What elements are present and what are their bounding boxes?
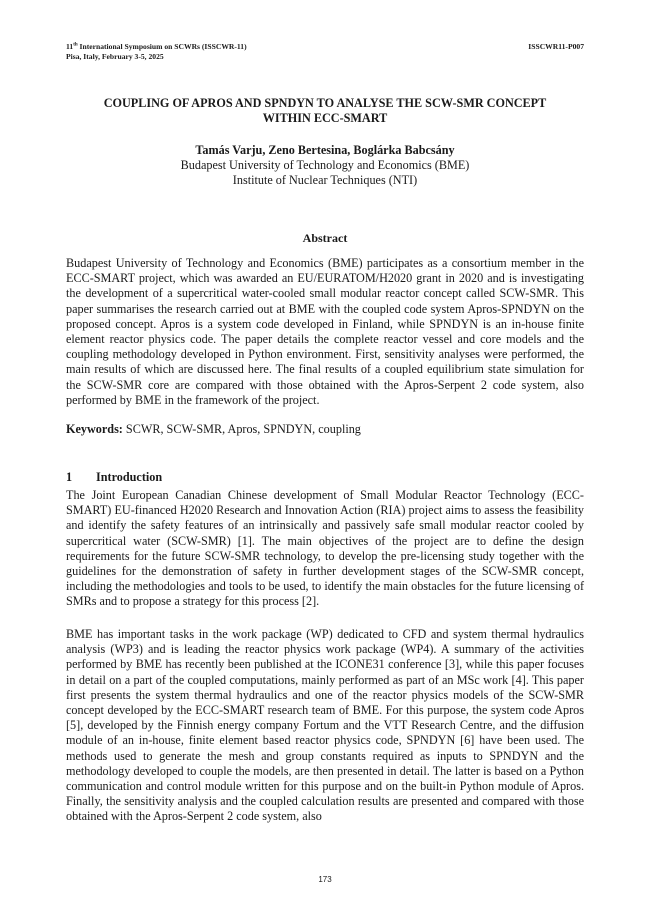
running-header-left xyxy=(66,42,247,62)
keywords-label: Keywords: xyxy=(66,422,123,436)
paper-title: COUPLING OF APROS AND SPNDYN TO ANALYSE THE SCW-SMR CONCEPT WITHIN ECC-SMART xyxy=(103,96,547,125)
introduction-paragraph-2: BME has important tasks in the work package (WP) dedicated to CFD and system thermal hydraulics analysis (WP3) and is leading the reactor physics work package (WP4). A summary of the activities performed by BME has recently been published at the ICONE31 conference [3], while this paper focuses in detail on a part of the coupled computations, mainly performed as part of an MSc work [4]. This paper first presents the system thermal hydraulics and one of the reactor physics models of the SCW-SMR concept developed by the ECC-SMART research team of BME. For this purpose, the system code Apros [5], developed by the Finnish energy company Fortum and the VTT Research Centre, and the diffusion module of an in-house, finite element based reactor physics code, SPNDYN [6] have been used. The methods used to generate the mesh and group constants required as inputs to SPNDYN and the methodology developed to couple the models, are then presented in detail. The latter is based on a Python communication and control module written for this purpose and on the built-in Python module of Apros. Finally, the sensitivity analysis and the coupled calculation results are presented and compared with those obtained with the Apros-Serpent 2 code system, also xyxy=(66,627,584,824)
abstract-heading: Abstract xyxy=(302,231,348,245)
conference-name: 11th International Symposium on SCWRs (ISSCWR-11) xyxy=(66,42,247,51)
keywords-list: SCWR, SCW-SMR, Apros, SPNDYN, coupling xyxy=(122,422,361,436)
section-number: 1 xyxy=(66,470,73,484)
introduction-paragraph-1: The Joint European Canadian Chinese development of Small Modular Reactor Technology (ECC-SMART) EU-financed H2020 Research and Innovation Action (RIA) project aims to assess the feasibility and identify the safety features of an intrinsically and passively safe small modular reactor cooled by supercritical water (SCW-SMR) [1]. The main objectives of the project are to define the design requirements for the future SCW-SMR technology, to develop the pre-licensing study together with the guidelines for the demonstration of safety in further development stages of the SCW-SMR concept, including the methodologies and tools to be used, to identify the main obstacles for the future licensing of SMRs and to propose a strategy for this process [2]. xyxy=(66,488,584,609)
abstract-text: Budapest University of Technology and Economics (BME) participates as a consortium member in the ECC-SMART project, which was awarded an EU/EURATOM/H2020 grant in 2020 and is investigating the development of a supercritical water-cooled small modular reactor concept called SCW-SMR. This paper summarises the research carried out at BME with the coupled code system Apros-SPNDYN on the proposed concept. Apros is a system code developed in Finland, while SPNDYN is an in-house finite element reactor physics code. The paper details the complete reactor vessel and core models and the coupling methodology developed in Python environment. First, sensitivity analyses were performed, the main results of which are discussed here. The final results of a coupled equilibrium state simulation for the SCW-SMR core are compared with those obtained with the Apros-Serpent 2 code system, also performed by BME in the framework of the project. xyxy=(66,256,584,407)
section-title: Introduction xyxy=(96,470,163,484)
page-number: 173 xyxy=(318,875,332,884)
conference-location-date: Pisa, Italy, February 3-5, 2025 xyxy=(66,52,164,61)
section-heading-introduction xyxy=(66,470,162,485)
author-names: Tamás Varju, Zeno Bertesina, Boglárka Babcsány xyxy=(195,143,455,157)
author-block xyxy=(66,143,584,188)
affiliation-university: Budapest University of Technology and Economics (BME) xyxy=(180,158,470,172)
affiliation-institute: Institute of Nuclear Techniques (NTI) xyxy=(232,173,418,187)
keywords xyxy=(66,422,584,437)
paper-id: ISSCWR11-P007 xyxy=(528,42,584,51)
